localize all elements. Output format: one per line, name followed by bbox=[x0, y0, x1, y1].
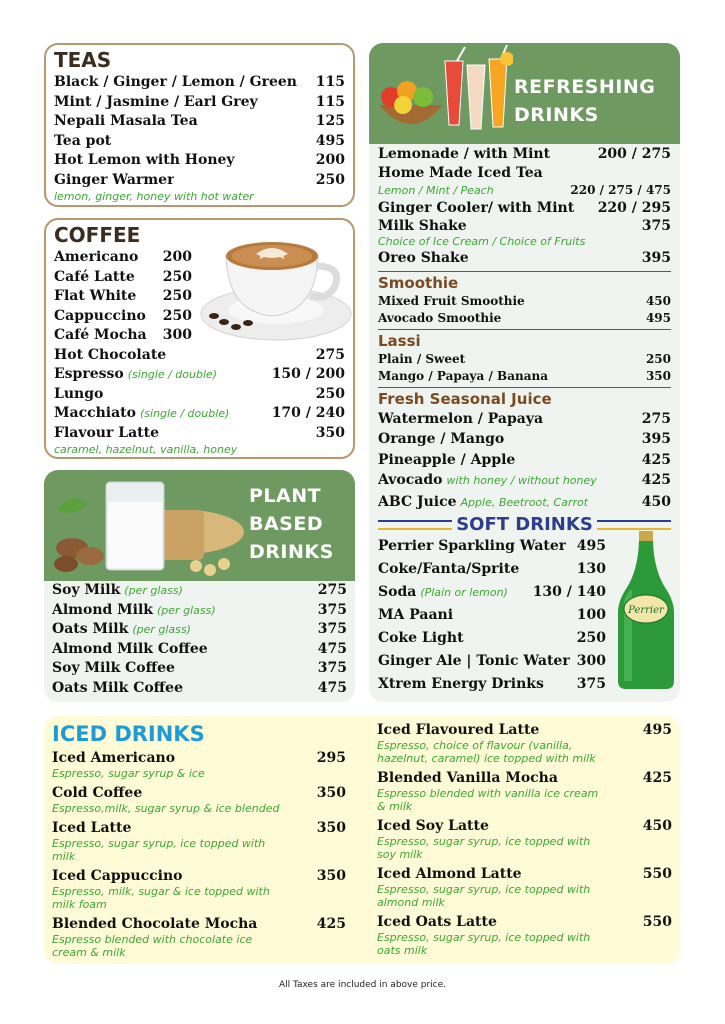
item-name: Iced Americano bbox=[52, 750, 176, 766]
menu-item bbox=[378, 293, 671, 310]
item-price: 200 / 275 bbox=[597, 146, 671, 162]
plant-header bbox=[44, 470, 355, 581]
item-price: 425 bbox=[642, 770, 672, 786]
item-name: Hot Chocolate bbox=[54, 346, 167, 363]
menu-item bbox=[54, 385, 345, 405]
item-price: 450 bbox=[641, 493, 671, 510]
juice-title: Fresh Seasonal Juice bbox=[378, 389, 552, 408]
item-price: 395 bbox=[641, 431, 671, 447]
item-price: 300 bbox=[576, 653, 606, 669]
menu-item-variants bbox=[378, 182, 671, 199]
menu-item bbox=[54, 287, 192, 307]
menu-item bbox=[54, 404, 345, 424]
iced-drinks-section bbox=[44, 716, 680, 964]
juice-list bbox=[378, 409, 671, 514]
menu-item bbox=[54, 365, 345, 385]
item-note: (per glass) bbox=[124, 584, 183, 597]
iced-drink-item bbox=[52, 785, 346, 815]
item-name: Plain / Sweet bbox=[378, 351, 466, 366]
item-description: Espresso, sugar syrup, ice topped with milk bbox=[52, 837, 266, 863]
item-price: 495 bbox=[576, 538, 606, 554]
flavour-latte-note: caramel, hazelnut, vanilla, honey bbox=[54, 443, 238, 456]
item-price: 200 bbox=[315, 152, 345, 168]
item-name: Hot Lemon with Honey bbox=[54, 152, 235, 168]
item-price: 495 bbox=[645, 310, 671, 325]
item-name: Americano bbox=[54, 249, 139, 265]
plant-based-section bbox=[44, 470, 355, 702]
item-price: 550 bbox=[642, 866, 672, 882]
item-note: (single / double) bbox=[140, 407, 230, 420]
item-price: 350 bbox=[315, 424, 345, 441]
item-name: Flavour Latte bbox=[54, 424, 159, 441]
item-name: Cold Coffee bbox=[52, 785, 143, 801]
item-price: 250 bbox=[162, 307, 192, 324]
item-name: Tea pot bbox=[54, 132, 112, 149]
menu-item bbox=[378, 450, 671, 471]
item-price: 495 bbox=[315, 132, 345, 149]
item-name: Soy Milk bbox=[52, 582, 121, 598]
item-name: Blended Vanilla Mocha bbox=[377, 770, 558, 786]
menu-item bbox=[378, 492, 671, 514]
menu-item bbox=[378, 581, 606, 604]
menu-item bbox=[54, 132, 345, 152]
soft-drinks-title: SOFT DRINKS bbox=[456, 514, 593, 535]
item-name: Ginger Ale | Tonic Water bbox=[378, 653, 570, 669]
item-name: Iced Cappuccino bbox=[52, 868, 183, 884]
item-price: 130 / 140 bbox=[532, 584, 606, 600]
refreshing-body bbox=[369, 145, 680, 696]
divider bbox=[378, 271, 671, 272]
item-name: Soy Milk Coffee bbox=[52, 660, 175, 676]
coffee-title: COFFEE bbox=[54, 223, 141, 247]
item-name: Oats Milk Coffee bbox=[52, 679, 183, 696]
coffee-section bbox=[44, 218, 355, 459]
menu-item bbox=[378, 673, 606, 696]
item-price: 375 bbox=[317, 660, 347, 676]
item-name: Mixed Fruit Smoothie bbox=[378, 293, 525, 308]
item-name: Xtrem Energy Drinks bbox=[378, 676, 544, 692]
item-price: 115 bbox=[315, 74, 345, 90]
lassi-title: Lassi bbox=[378, 331, 421, 350]
menu-item bbox=[378, 218, 671, 235]
teas-title: TEAS bbox=[54, 48, 112, 72]
iced-drinks-title: ICED DRINKS bbox=[52, 722, 205, 746]
item-price: 450 bbox=[642, 818, 672, 834]
item-price: 425 bbox=[316, 916, 346, 932]
item-name: Café Latte bbox=[54, 268, 135, 285]
menu-item bbox=[378, 604, 606, 627]
item-price: 250 bbox=[576, 630, 606, 646]
plant-list bbox=[44, 581, 355, 702]
item-price: 220 / 275 / 475 bbox=[570, 182, 671, 197]
item-name: Soda bbox=[378, 584, 417, 600]
menu-item bbox=[54, 93, 345, 113]
iced-left-column bbox=[52, 722, 346, 964]
menu-item bbox=[54, 268, 192, 288]
item-name: Mint / Jasmine / Earl Grey bbox=[54, 93, 258, 110]
item-price: 350 bbox=[316, 868, 346, 884]
item-name: Black / Ginger / Lemon / Green bbox=[54, 74, 297, 90]
refreshing-section bbox=[369, 43, 680, 702]
menu-item bbox=[54, 307, 192, 327]
item-name: Iced Soy Latte bbox=[377, 818, 489, 834]
item-price: 375 bbox=[317, 621, 347, 637]
iced-right-column bbox=[377, 722, 672, 962]
item-name: Cappuccino bbox=[54, 307, 146, 324]
menu-item bbox=[54, 326, 192, 346]
item-name: Coke/Fanta/Sprite bbox=[378, 561, 520, 577]
plant-title: PLANT BASED DRINKS bbox=[249, 485, 334, 563]
item-name: Mango / Papaya / Banana bbox=[378, 368, 548, 383]
menu-item bbox=[378, 535, 606, 558]
item-price: 220 / 295 bbox=[597, 199, 671, 216]
item-note: (per glass) bbox=[157, 603, 216, 617]
menu-item bbox=[378, 429, 671, 450]
item-name: Nepali Masala Tea bbox=[54, 113, 198, 129]
item-price: 375 bbox=[641, 218, 671, 234]
item-price: 350 bbox=[645, 368, 671, 383]
item-note: Apple, Beetroot, Carrot bbox=[460, 495, 589, 509]
item-description: Espresso blended with chocolate ice cream & milk bbox=[52, 933, 253, 959]
menu-item bbox=[54, 424, 345, 444]
item-price: 170 / 240 bbox=[271, 405, 345, 421]
menu-item bbox=[54, 73, 345, 93]
item-name: Watermelon / Papaya bbox=[378, 410, 544, 427]
milk-shake-note: Choice of Ice Cream / Choice of Fruits bbox=[378, 235, 586, 248]
item-name: Café Mocha bbox=[54, 327, 147, 343]
menu-item bbox=[54, 346, 345, 366]
item-price: 125 bbox=[315, 113, 345, 129]
item-name: Oats Milk bbox=[52, 621, 129, 637]
iced-drink-item bbox=[52, 916, 346, 959]
item-price: 200 bbox=[162, 249, 192, 265]
item-name: Iced Almond Latte bbox=[377, 866, 522, 882]
item-description: Espresso, choice of flavour (vanilla, hazelnut, caramel) ice topped with milk bbox=[377, 739, 596, 765]
item-name: Orange / Mango bbox=[378, 431, 505, 447]
footer-note: All Taxes are included in above price. bbox=[278, 980, 447, 990]
item-price: 100 bbox=[576, 607, 606, 623]
item-price: 375 bbox=[317, 601, 347, 618]
perrier-bottle-image bbox=[616, 531, 676, 691]
item-name: ABC Juice bbox=[378, 493, 457, 510]
menu-item bbox=[52, 640, 347, 660]
ginger-warmer-note: lemon, ginger, honey with hot water bbox=[54, 190, 254, 203]
teas-section bbox=[44, 43, 355, 207]
item-price: 275 bbox=[317, 582, 347, 598]
item-price: 375 bbox=[576, 676, 606, 692]
menu-item bbox=[378, 470, 671, 492]
item-name: Oreo Shake bbox=[378, 250, 469, 266]
menu-item bbox=[54, 151, 345, 171]
item-price: 450 bbox=[645, 293, 671, 308]
menu-item bbox=[378, 351, 671, 368]
item-price: 475 bbox=[317, 679, 347, 696]
item-note: (Plain or lemon) bbox=[420, 586, 508, 599]
item-price: 130 bbox=[576, 561, 606, 577]
menu-item bbox=[378, 368, 671, 385]
item-name: Lemonade / with Mint bbox=[378, 146, 551, 162]
item-price: 495 bbox=[642, 722, 672, 738]
item-price: 250 bbox=[315, 171, 345, 188]
iced-drink-item bbox=[377, 722, 672, 765]
item-price: 300 bbox=[162, 327, 192, 343]
teas-list bbox=[54, 73, 345, 190]
menu-item bbox=[52, 679, 347, 699]
item-price: 115 bbox=[315, 93, 345, 110]
menu-item bbox=[54, 248, 192, 268]
iced-tea-flavours: Lemon / Mint / Peach bbox=[378, 183, 494, 197]
item-price: 350 bbox=[316, 785, 346, 801]
divider bbox=[378, 329, 671, 330]
menu-item bbox=[52, 601, 347, 621]
heading-rule bbox=[378, 520, 452, 530]
item-price: 475 bbox=[317, 640, 347, 657]
menu-item bbox=[378, 249, 671, 269]
item-price: 275 bbox=[315, 346, 345, 363]
item-price: 250 bbox=[645, 351, 671, 366]
item-description: Espresso, sugar syrup, ice topped with soy milk bbox=[377, 835, 591, 861]
item-price: 295 bbox=[316, 750, 346, 766]
menu-item bbox=[378, 199, 671, 219]
item-name: MA Paani bbox=[378, 607, 454, 623]
item-price: 150 / 200 bbox=[271, 366, 345, 382]
item-note: (per glass) bbox=[132, 623, 191, 636]
soft-drinks-list bbox=[378, 535, 606, 696]
item-name: Almond Milk bbox=[52, 601, 154, 618]
item-name: Iced Flavoured Latte bbox=[377, 722, 540, 738]
item-price: 350 bbox=[316, 820, 346, 836]
iced-drink-item bbox=[377, 770, 672, 813]
item-note: (single / double) bbox=[127, 368, 218, 381]
item-description: Espresso, sugar syrup, ice topped with oats milk bbox=[377, 931, 591, 957]
item-name: Lungo bbox=[54, 385, 104, 402]
iced-drink-item bbox=[377, 818, 672, 861]
item-name: Ginger Warmer bbox=[54, 171, 175, 188]
item-name: Avocado bbox=[378, 472, 443, 488]
menu-item bbox=[378, 409, 671, 430]
item-description: Espresso blended with vanilla ice cream & milk bbox=[377, 787, 599, 813]
heading-rule bbox=[597, 520, 671, 530]
item-price: 425 bbox=[641, 472, 671, 488]
item-name: Home Made Iced Tea bbox=[378, 164, 543, 181]
item-name: Espresso bbox=[54, 366, 124, 382]
bottle-label: Perrier bbox=[628, 605, 664, 616]
coffee-cup-image bbox=[194, 226, 354, 346]
item-name: Pineapple / Apple bbox=[378, 451, 516, 468]
iced-drink-item bbox=[377, 914, 672, 957]
menu-item bbox=[378, 650, 606, 673]
juice-glasses-and-fruit-image bbox=[373, 45, 513, 141]
item-description: Espresso, sugar syrup, ice topped with almond milk bbox=[377, 883, 591, 909]
refreshing-title: REFRESHING DRINKS bbox=[514, 76, 656, 126]
item-description: Espresso,milk, sugar syrup & ice blended bbox=[52, 802, 280, 815]
item-name: Blended Chocolate Mocha bbox=[52, 916, 258, 932]
menu-item bbox=[378, 627, 606, 650]
iced-drink-item bbox=[52, 820, 346, 863]
item-name: Iced Latte bbox=[52, 820, 132, 836]
menu-item bbox=[54, 171, 345, 191]
menu-item bbox=[378, 310, 671, 327]
item-description: Espresso, sugar syrup & ice bbox=[52, 767, 205, 780]
refreshing-header bbox=[369, 43, 680, 144]
menu-item bbox=[54, 112, 345, 132]
item-name: Coke Light bbox=[378, 630, 464, 646]
menu-item bbox=[378, 145, 671, 165]
item-description: Espresso, milk, sugar & ice topped with milk foam bbox=[52, 885, 270, 911]
menu-item bbox=[378, 165, 671, 182]
item-price: 395 bbox=[641, 250, 671, 266]
iced-drink-item bbox=[52, 750, 346, 780]
item-name: Avocado Smoothie bbox=[378, 310, 502, 325]
item-price: 250 bbox=[315, 385, 345, 402]
item-price: 250 bbox=[162, 288, 192, 304]
item-name: Perrier Sparkling Water bbox=[378, 538, 567, 554]
item-price: 250 bbox=[162, 268, 192, 285]
item-note: with honey / without honey bbox=[446, 474, 597, 487]
item-name: Almond Milk Coffee bbox=[52, 640, 208, 657]
item-name: Ginger Cooler/ with Mint bbox=[378, 199, 575, 216]
item-price: 550 bbox=[642, 914, 672, 930]
iced-drink-item bbox=[52, 868, 346, 911]
iced-drink-item bbox=[377, 866, 672, 909]
item-name: Iced Oats Latte bbox=[377, 914, 497, 930]
divider bbox=[378, 387, 671, 388]
milk-glass-and-nuts-image bbox=[44, 470, 244, 581]
item-price: 425 bbox=[641, 451, 671, 468]
smoothie-title: Smoothie bbox=[378, 273, 459, 292]
item-name: Flat White bbox=[54, 288, 137, 304]
menu-item bbox=[52, 659, 347, 679]
iced-right-list bbox=[377, 722, 672, 957]
menu-item bbox=[52, 581, 347, 601]
item-price: 275 bbox=[641, 410, 671, 427]
iced-left-list bbox=[52, 750, 346, 959]
menu-item bbox=[378, 558, 606, 581]
menu-item bbox=[52, 620, 347, 640]
item-name: Milk Shake bbox=[378, 218, 467, 234]
item-name: Macchiato bbox=[54, 405, 136, 421]
